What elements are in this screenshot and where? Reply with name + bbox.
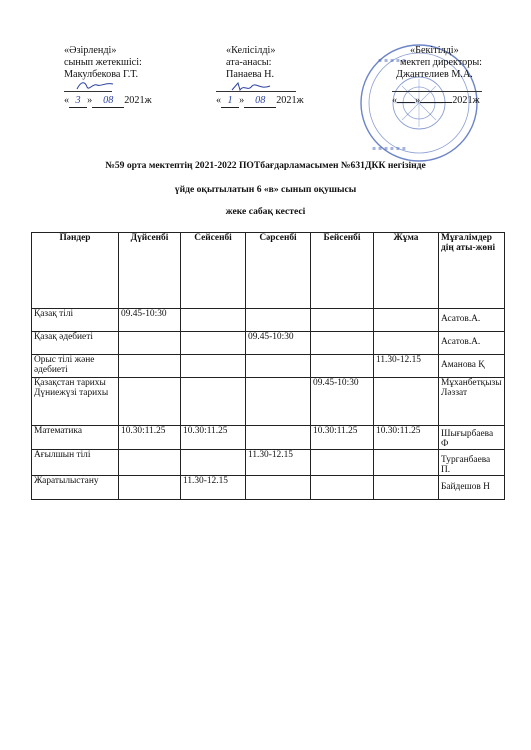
cell-monday: 09.45-10:30 <box>119 309 181 332</box>
header-tuesday: Сейсенбі <box>181 233 246 309</box>
header-subjects: Пәндер <box>32 233 119 309</box>
cell-monday <box>119 355 181 378</box>
cell-tuesday <box>181 450 246 476</box>
cell-subject: Математика <box>32 426 119 450</box>
table-row <box>32 355 505 378</box>
cell-friday <box>374 309 439 332</box>
header-thursday: Бейсенбі <box>311 233 374 309</box>
table-row <box>32 309 505 332</box>
approval-right-label: «Бекітілді» <box>410 45 459 56</box>
cell-friday <box>374 332 439 355</box>
cell-wednesday <box>246 355 311 378</box>
cell-thursday: 10.30:11.25 <box>311 426 374 450</box>
cell-thursday <box>311 450 374 476</box>
cell-tuesday <box>181 378 246 426</box>
cell-friday <box>374 450 439 476</box>
table-row <box>32 332 505 355</box>
cell-thursday <box>311 355 374 378</box>
cell-thursday: 09.45-10:30 <box>311 378 374 426</box>
cell-wednesday <box>246 378 311 426</box>
cell-tuesday <box>181 309 246 332</box>
approval-right-role: мектеп директоры: <box>400 57 483 68</box>
cell-friday: 11.30-12.15 <box>374 355 439 378</box>
cell-subject: Қазақ әдебиеті <box>32 332 119 355</box>
approval-left-role: сынып жетекшісі: <box>64 57 142 68</box>
approval-middle-label: «Келісілді» <box>226 45 276 56</box>
table-row <box>32 476 505 500</box>
cell-teacher: Асатов.А. <box>439 332 505 355</box>
document-title-line3: жеке сабақ кестесі <box>225 206 306 217</box>
document-title-line2: үйде оқытылатын 6 «в» сынып оқушысы <box>174 184 357 195</box>
table-row <box>32 378 505 426</box>
cell-friday: 10.30:11.25 <box>374 426 439 450</box>
approval-middle-date: « 1 » 08 2021ж <box>216 95 304 106</box>
cell-wednesday: 11.30-12.15 <box>246 450 311 476</box>
cell-tuesday: 11.30-12.15 <box>181 476 246 500</box>
table-header-row <box>32 233 505 309</box>
svg-text:▪ ▪ ▪ ▪ ▪: ▪ ▪ ▪ ▪ ▪ <box>378 57 406 64</box>
header-wednesday: Сәрсенбі <box>246 233 311 309</box>
cell-friday <box>374 476 439 500</box>
schedule-table <box>31 232 505 500</box>
approval-right-date: « » 2021ж <box>392 95 480 106</box>
signature-middle <box>230 80 272 94</box>
cell-wednesday <box>246 476 311 500</box>
cell-teacher: Асатов.А. <box>439 309 505 332</box>
cell-subject: Ағылшын тілі <box>32 450 119 476</box>
approval-left-date: « 3 » 08 2021ж <box>64 95 152 106</box>
cell-teacher: Шығырбаева Ф <box>439 426 505 450</box>
approval-middle-role: ата-анасы: <box>226 57 272 68</box>
svg-text:▪ ▪ ▪ ▪ ▪ ▪: ▪ ▪ ▪ ▪ ▪ ▪ <box>372 145 406 152</box>
cell-wednesday <box>246 426 311 450</box>
cell-monday: 10.30:11.25 <box>119 426 181 450</box>
cell-teacher: Аманова Қ <box>439 355 505 378</box>
header-teachers: Мұғалімдер дің аты-жөні <box>439 233 505 309</box>
approval-middle <box>216 45 304 108</box>
cell-friday <box>374 378 439 426</box>
approval-right <box>392 45 482 107</box>
approval-middle-name: Панаева Н. <box>226 69 275 80</box>
cell-monday <box>119 450 181 476</box>
cell-tuesday <box>181 332 246 355</box>
approval-right-signature-line <box>392 81 482 95</box>
cell-subject: Қазақстан тарихы Дүниежүзі тарихы <box>32 378 119 426</box>
cell-subject: Жаратылыстану <box>32 476 119 500</box>
approval-left <box>64 45 152 108</box>
table-row <box>32 426 505 450</box>
cell-thursday <box>311 476 374 500</box>
cell-subject: Орыс тілі және әдебиеті <box>32 355 119 378</box>
document-title-line1: №59 орта мектептің 2021-2022 ПОТбағдарламасымен №631ДКК негізінде <box>105 160 426 171</box>
cell-tuesday: 10.30:11.25 <box>181 426 246 450</box>
cell-teacher: Мұханбетқызы Ләззат <box>439 378 505 426</box>
table-row <box>32 450 505 476</box>
cell-monday <box>119 378 181 426</box>
cell-tuesday <box>181 355 246 378</box>
cell-monday <box>119 332 181 355</box>
approval-left-name: Макулбекова Г.Т. <box>64 69 138 80</box>
signature-left <box>75 79 115 93</box>
approval-left-label: «Әзірленді» <box>64 45 117 56</box>
header-monday: Дүйсенбі <box>119 233 181 309</box>
cell-wednesday: 09.45-10:30 <box>246 332 311 355</box>
approval-right-name: Джантелиев М.А. <box>396 69 473 80</box>
cell-thursday <box>311 309 374 332</box>
cell-teacher: Турганбаева П. <box>439 450 505 476</box>
header-friday: Жұма <box>374 233 439 309</box>
cell-teacher: Байдешов Н <box>439 476 505 500</box>
cell-monday <box>119 476 181 500</box>
cell-wednesday <box>246 309 311 332</box>
cell-thursday <box>311 332 374 355</box>
cell-subject: Қазақ тілі <box>32 309 119 332</box>
